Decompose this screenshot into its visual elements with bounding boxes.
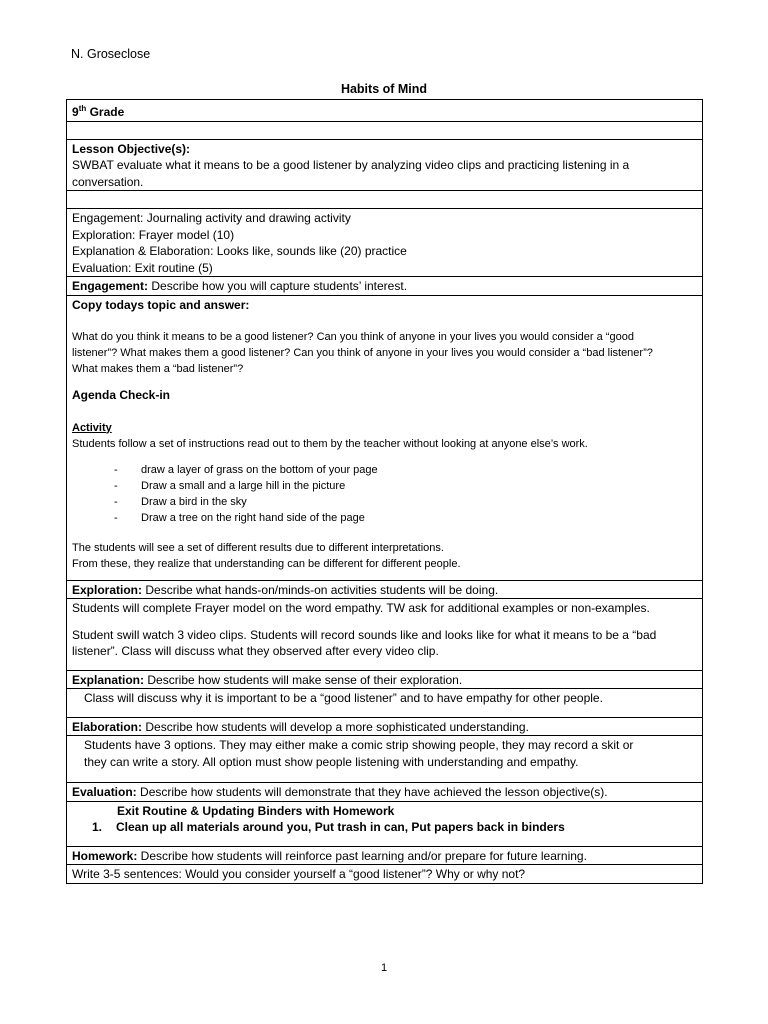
elaboration-label: Elaboration: (72, 719, 143, 734)
list-item: - draw a layer of grass on the bottom of your page (114, 462, 697, 478)
homework-content-cell (67, 865, 703, 884)
empty-row (67, 191, 703, 209)
result-line-1: The students will see a set of different results due to different interpretations. (72, 541, 444, 554)
timing-cell (67, 209, 703, 277)
engagement-content-cell (67, 295, 703, 580)
evaluation-content-row (67, 801, 703, 846)
question-line-2: listener”? What makes them a good listener? Can you think of anyone in your lives you would consider a “bad listener”? (72, 347, 653, 359)
timing-exploration: Exploration: Frayer model (10) (72, 227, 235, 242)
homework-heading-cell (67, 846, 703, 865)
explanation-content-row (67, 689, 703, 718)
grade-cell (67, 100, 703, 122)
list-item: - Draw a small and a large hill in the picture (114, 478, 697, 494)
exploration-heading-cell (67, 580, 703, 599)
lesson-plan-table (66, 99, 703, 884)
elaboration-heading-row (67, 717, 703, 736)
activity-heading: Activity (72, 421, 112, 434)
question-line-1: What do you think it means to be a good listener? Can you think of anyone in your lives you would consider a “good (72, 331, 634, 343)
result-line-2: From these, they realize that understanding can be different for different people. (72, 557, 461, 570)
elaboration-content-cell (67, 736, 703, 783)
item-text: Clean up all materials around you, Put trash in can, Put papers back in binders (116, 820, 565, 834)
engagement-label: Engagement: (72, 279, 149, 293)
empty-cell (67, 121, 703, 139)
evaluation-description: Describe how students will demonstrate that they have achieved the lesson objective(s). (136, 785, 608, 799)
evaluation-heading-row (67, 783, 703, 802)
explanation-content-cell (67, 689, 703, 718)
topic-heading: Copy todays topic and answer: (72, 297, 250, 312)
explanation-description: Describe how students will make sense of their exploration. (144, 672, 463, 687)
agenda-heading: Agenda Check-in (72, 388, 171, 402)
objective-heading: Lesson Objective(s): (72, 141, 191, 156)
homework-description: Describe how students will reinforce past learning and/or prepare for future learning. (137, 848, 587, 863)
page-number: 1 (380, 962, 388, 974)
empty-row (67, 121, 703, 139)
engagement-description: Describe how you will capture students’ interest. (148, 279, 408, 293)
grade-suffix: th (78, 104, 87, 113)
exploration-heading-row (67, 580, 703, 599)
elaboration-content-row (67, 736, 703, 783)
objective-cell (67, 139, 703, 191)
empty-cell (67, 191, 703, 209)
explanation-heading-row (67, 670, 703, 689)
timing-evaluation: Evaluation: Exit routine (5) (72, 260, 213, 275)
objective-line-1: SWBAT evaluate what it means to be a good listener by analyzing video clips and practicing listening in a (72, 158, 630, 172)
exit-routine-item (72, 819, 697, 836)
elaboration-description: Describe how students will develop a more sophisticated understanding. (142, 719, 529, 734)
evaluation-content-cell (67, 801, 703, 846)
explanation-heading-cell (67, 670, 703, 689)
objective-line-2: conversation. (72, 174, 144, 189)
engagement-heading-row (67, 277, 703, 296)
item-number: 1. (92, 820, 103, 834)
exploration-content-row (67, 599, 703, 671)
author-name: N. Groseclose (71, 47, 151, 61)
elaboration-line-1: Students have 3 options. They may either make a comic strip showing people, they may record a skit or (84, 738, 634, 752)
exploration-paragraph-2-line-2: listener”. Class will discuss what they observed after every video clip. (72, 644, 439, 658)
explanation-text: Class will discuss why it is important to be a “good listener” and to have empathy for other people. (84, 691, 603, 705)
exploration-label: Exploration: (72, 582, 143, 597)
exploration-content-cell (67, 599, 703, 671)
activity-text: Students follow a set of instructions read out to them by the teacher without looking at anyone else’s work. (72, 437, 588, 450)
question-line-3: What makes them a “bad listener”? (72, 363, 244, 375)
exploration-paragraph-1: Students will complete Frayer model on the word empathy. TW ask for additional examples or non-examples. (72, 601, 650, 615)
grade-word: Grade (89, 105, 125, 119)
exit-routine-heading: Exit Routine & Updating Binders with Homework (117, 803, 395, 818)
grade-row (67, 100, 703, 122)
homework-text: Write 3-5 sentences: Would you consider yourself a “good listener”? Why or why not? (72, 867, 526, 881)
list-item: - Draw a bird in the sky (114, 494, 697, 510)
elaboration-line-2: they can write a story. All option must show people listening with understanding and empathy. (84, 754, 579, 769)
grade-number: 9 (72, 105, 79, 119)
evaluation-heading-cell (67, 783, 703, 802)
homework-heading-row (67, 846, 703, 865)
timing-explanation: Explanation & Elaboration: Looks like, sounds like (20) practice (72, 244, 407, 258)
explanation-label: Explanation: (72, 672, 145, 687)
homework-content-row (67, 865, 703, 884)
instruction-list (72, 462, 697, 526)
engagement-content-row (67, 295, 703, 580)
exploration-description: Describe what hands-on/minds-on activities students will be doing. (142, 582, 499, 597)
list-item: - Draw a tree on the right hand side of the page (114, 510, 697, 526)
exploration-paragraph-2-line-1: Student swill watch 3 video clips. Students will record sounds like and looks like for what it means to be a “bad (72, 627, 657, 642)
elaboration-heading-cell (67, 717, 703, 736)
homework-label: Homework: (72, 848, 138, 863)
timing-engagement: Engagement: Journaling activity and drawing activity (72, 211, 351, 225)
document-title: Habits of Mind (340, 82, 428, 96)
objective-row (67, 139, 703, 191)
timing-row (67, 209, 703, 277)
engagement-heading-cell (67, 277, 703, 296)
evaluation-label: Evaluation: (72, 785, 137, 799)
